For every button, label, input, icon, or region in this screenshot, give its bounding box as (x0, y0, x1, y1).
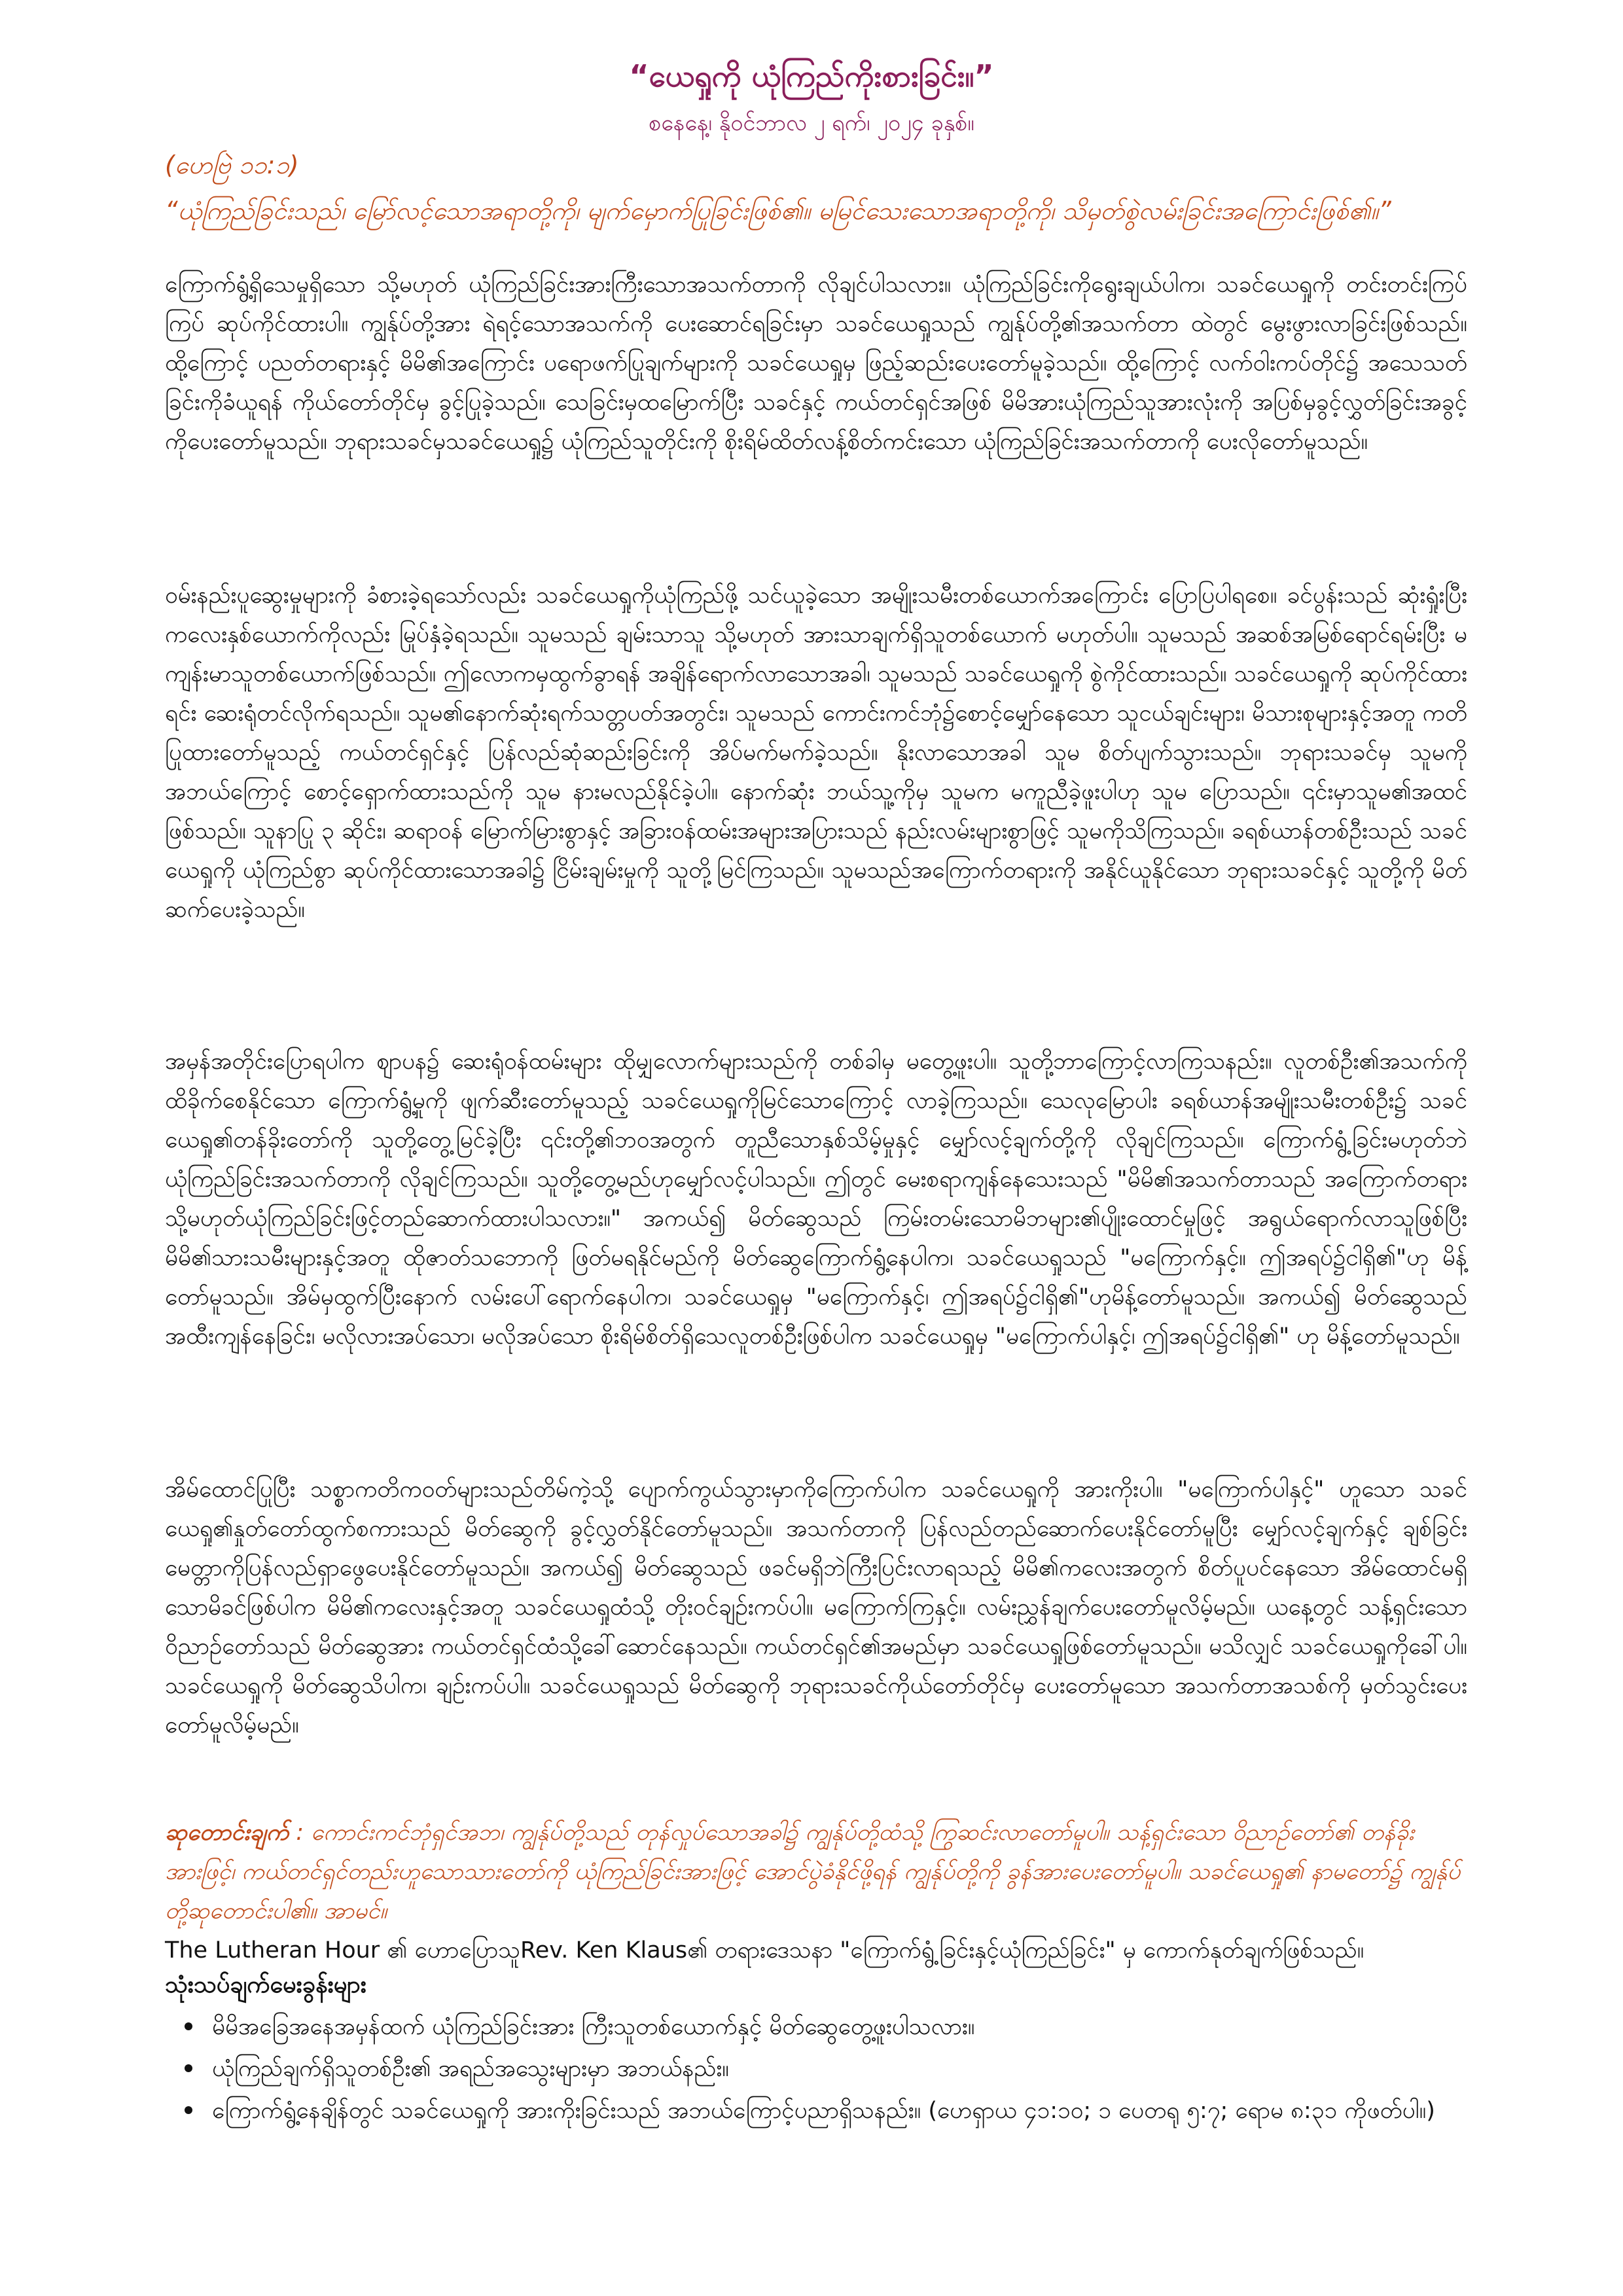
scripture-quote: “ယုံကြည်ခြင်းသည်၊ မြော်လင့်သောအရာတို့ကို၊ မျက်မှောက်ပြုခြင်းဖြစ်၏။ မမြင်သေးသောအရာတို့ကို၊ သိမှတ်စွဲလမ်းခြင်းအကြောင်းဖြစ်၏။” (165, 196, 1391, 225)
prayer-block (165, 1813, 1467, 1931)
questions-list (165, 2008, 1467, 2134)
prayer-label: ဆုတောင်းချက် (165, 1820, 289, 1846)
sermon-credit: The Lutheran Hour ၏ ဟောပြောသူRev. Ken Klaus၏ တရားဒေသနာ "ကြောက်ရွံ့ခြင်းနှင့်ယုံကြည်ခြင်း" မှ ကောက်နုတ်ချက်ဖြစ်သည်။ (165, 1937, 1364, 1964)
body-paragraph-3: အမှန်အတိုင်းပြောရပါက ဈာပန၌ ဆေးရုံဝန်ထမ်းများ ထိုမျှလောက်များသည်ကို တစ်ခါမှ မတွေ့ဖူးပါ။ သူတို့ဘာကြောင့်လာကြသနည်း။ လူတစ်ဦး၏အသက်ကိုထိခိုက်စေနိုင်သော ကြောက်ရွံ့မှုကို ဖျက်ဆီးတော်မူသည့် သခင်ယေရှုကိုမြင်သောကြောင့် လာခဲ့ကြသည်။ သေလုမြောပါး ခရစ်ယာန်အမျိုးသမီးတစ်ဦး၌ သခင်ယေရှု၏တန်ခိုးတော်ကို သူတို့တွေ့မြင်ခဲ့ပြီး ၎င်းတို့၏ဘဝအတွက် တူညီသောနှစ်သိမ့်မှုနှင့် မျှော်လင့်ချက်တို့ကို လိုချင်ကြသည်။ ကြောက်ရွံ့ခြင်းမဟုတ်ဘဲ ယုံကြည်ခြင်းအသက်တာကို လိုချင်ကြသည်။ သူတို့တွေ့မည်ဟုမျှော်လင့်ပါသည်။ ဤတွင် မေးစရာကျန်နေသေးသည် "မိမိ၏အသက်တာသည် အကြောက်တရား သို့မဟုတ်ယုံကြည်ခြင်းဖြင့်တည်ဆောက်ထားပါသလား။" အကယ်၍ မိတ်ဆွေသည် ကြမ်းတမ်းသောမိဘများ၏ပျိုးထောင်မှုဖြင့် အရွယ်ရောက်လာသူဖြစ်ပြီး မိမိ၏သားသမီးများနှင့်အတူ ထိုဇာတ်သဘောကို ဖြတ်မရနိုင်မည်ကို မိတ်ဆွေကြောက်ရွံ့နေပါက၊ သခင်ယေရှုသည် "မကြောက်နှင့်။ ဤအရပ်၌ငါရှိ၏"ဟု မိန့်တော်မူသည်။ အိမ်မှထွက်ပြီးနောက် လမ်းပေါ်ရောက်နေပါက၊ သခင်ယေရှုမှ "မကြောက်နှင့်၊ ဤအရပ်၌ငါရှိ၏"ဟုမိန့်တော်မူသည်။ အကယ်၍ မိတ်ဆွေသည်အထီးကျန်နေခြင်း၊ မလိုလားအပ်သော၊ မလိုအပ်သော စိုးရိမ်စိတ်ရှိသေလူတစ်ဦးဖြစ်ပါက သခင်ယေရှုမှ "မကြောက်ပါနှင့်၊ ဤအရပ်၌ငါရှိ၏" ဟု မိန့်တော်မူသည်။ (165, 1049, 1467, 1350)
bullet-icon (185, 2022, 192, 2030)
body-paragraph-2: ဝမ်းနည်းပူဆွေးမှုများကို ခံစားခဲ့ရသော်လည်း သခင်ယေရှုကိုယုံကြည်ဖို့ သင်ယူခဲ့သော အမျိုးသမီးတစ်ယောက်အကြောင်း ပြောပြပါရစေ။ ခင်ပွန်းသည် ဆုံးရှုံးပြီး ကလေးနှစ်ယောက်ကိုလည်း မြုပ်နှံခဲ့ရသည်။ သူမသည် ချမ်းသာသူ သို့မဟုတ် အားသာချက်ရှိသူတစ်ယောက် မဟုတ်ပါ။ သူမသည် အဆစ်အမြစ်ရောင်ရမ်းပြီး မကျန်းမာသူတစ်ယောက်ဖြစ်သည်။ ဤလောကမှထွက်ခွာရန် အချိန်ရောက်လာသောအခါ၊ သူမသည် သခင်ယေရှုကို စွဲကိုင်ထားသည်။ သခင်ယေရှုကို ဆုပ်ကိုင်ထားရင်း ဆေးရုံတင်လိုက်ရသည်။ သူမ၏နောက်ဆုံးရက်သတ္တပတ်အတွင်း၊ သူမသည် ကောင်းကင်ဘုံ၌စောင့်မျှော်နေသော သူငယ်ချင်းများ၊ မိသားစုများနှင့်အတူ ကတိပြုထားတော်မူသည့် ကယ်တင်ရှင်နှင့် ပြန်လည်ဆုံဆည်းခြင်းကို အိပ်မက်မက်ခဲ့သည်။ နိုးလာသောအခါ သူမ စိတ်ပျက်သွားသည်။ ဘုရားသခင်မှ သူမကို အဘယ်ကြောင့် စောင့်ရှောက်ထားသည်ကို သူမ နားမလည်နိုင်ခဲ့ပါ။ နောက်ဆုံး ဘယ်သူ့ကိုမှ သူမက မကူညီခဲ့ဖူးပါဟု သူမ ပြောသည်။ ၎င်းမှာသူမ၏အထင်ဖြစ်သည်။ သူနာပြု ၃ ဆိုင်း၊ ဆရာဝန် မြောက်မြားစွာနှင့် အခြားဝန်ထမ်းအများအပြားသည် နည်းလမ်းများစွာဖြင့် သူမကိုသိကြသည်။ ခရစ်ယာန်တစ်ဦးသည် သခင်ယေရှုကို ယုံကြည်စွာ ဆုပ်ကိုင်ထားသောအခါ၌ ငြိမ်းချမ်းမှုကို သူတို့မြင်ကြသည်။ သူမသည်အကြောက်တရားကို အနိုင်ယူနိုင်သော ဘုရားသခင်နှင့် သူတို့ကို မိတ်ဆက်ပေးခဲ့သည်။ (165, 583, 1467, 923)
question-item (165, 2008, 1467, 2046)
prayer-text: : ကောင်းကင်ဘုံရှင်အဘ၊ ကျွန်ုပ်တို့သည် တုန်လှုပ်သောအခါ၌ ကျွန်ုပ်တို့ထံသို့ ကြွဆင်းလာတော်မူပါ။ သန့်ရှင်းသော ဝိညာဉ်တော်၏ တန်ခိုးအားဖြင့်၊ ကယ်တင်ရှင်တည်းဟူသောသားတော်ကို ယုံကြည်ခြင်းအားဖြင့် အောင်ပွဲခံနိုင်ဖို့ရန် ကျွန်ုပ်တို့ကို ခွန်အားပေးတော်မူပါ။ သခင်ယေရှု၏ နာမတော်၌ ကျွန်ုပ်တို့ဆုတောင်းပါ၏။ အာမင်။ (165, 1820, 1461, 1924)
question-item (165, 2050, 1467, 2088)
question-item (165, 2092, 1467, 2130)
body-paragraph-4: အိမ်ထောင်ပြုပြီး သစ္စာကတိကဝတ်များသည်တိမ်ကဲ့သို့ ပျောက်ကွယ်သွားမှာကိုကြောက်ပါက သခင်ယေရှုကို အားကိုးပါ။ "မကြောက်ပါနှင့်" ဟူသော သခင်ယေရှု၏နှုတ်တော်ထွက်စကားသည် မိတ်ဆွေကို ခွင့်လွှတ်နိုင်တော်မူသည်။ အသက်တာကို ပြန်လည်တည်ဆောက်ပေးနိုင်တော်မူပြီး မျှော်လင့်ချက်နှင့် ချစ်ခြင်းမေတ္တာကိုပြန်လည်ရှာဖွေပေးနိုင်တော်မူသည်။ အကယ်၍ မိတ်ဆွေသည် ဖခင်မရှိဘဲကြီးပြင်းလာရသည့် မိမိ၏ကလေးအတွက် စိတ်ပူပင်နေသော အိမ်ထောင်မရှိသောမိခင်ဖြစ်ပါက မိမိ၏ကလေးနှင့်အတူ သခင်ယေရှုထံသို့ တိုးဝင်ချဉ်းကပ်ပါ။ မကြောက်ကြနှင့်။ လမ်းညွှန်ချက်ပေးတော်မူလိမ့်မည်။ ယနေ့တွင် သန့်ရှင်းသောဝိညာဉ်တော်သည် မိတ်ဆွေအား ကယ်တင်ရှင်ထံသို့ခေါ်ဆောင်နေသည်။ ကယ်တင်ရှင်၏အမည်မှာ သခင်ယေရှုဖြစ်တော်မူသည်။ မသိလျှင် သခင်ယေရှုကိုခေါ်ပါ။ သခင်ယေရှုကို မိတ်ဆွေသိပါက၊ ချဉ်းကပ်ပါ။ သခင်ယေရှုသည် မိတ်ဆွေကို ဘုရားသခင်ကိုယ်တော်တိုင်မှ ပေးတော်မူသော အသက်တာအသစ်ကို မှတ်သွင်းပေးတော်မူလိမ့်မည်။ (165, 1477, 1467, 1738)
page-title: “ယေရှုကို ယုံကြည်ကိုးစားခြင်း။” (629, 58, 994, 94)
question-text: ကြောက်ရွံ့နေချိန်တွင် သခင်ယေရှုကို အားကိုးခြင်းသည် အဘယ်ကြောင့်ပညာရှိသနည်း။ (ဟေရှာယ ၄၁:၁၀; ၁ ပေတရု ၅:၇; ရောမ ၈:၃၁ ကိုဖတ်ပါ။) (212, 2098, 1435, 2124)
scripture-reference: (ဟေဗြဲ ၁၁:၁) (165, 151, 299, 179)
bullet-icon (185, 2106, 192, 2114)
body-paragraph-1: ကြောက်ရွံ့ရှိသေမှုရှိသော သို့မဟုတ် ယုံကြည်ခြင်းအားကြီးသောအသက်တာကို လိုချင်ပါသလား။ ယုံကြည်ခြင်းကိုရွေးချယ်ပါက၊ သခင်ယေရှုကို တင်းတင်းကြပ်ကြပ် ဆုပ်ကိုင်ထားပါ။ ကျွန်ုပ်တို့အား ရဲရင့်သောအသက်ကို ပေးဆောင်ရခြင်းမှာ သခင်ယေရှုသည် ကျွန်ုပ်တို့၏အသက်တာ ထဲတွင် မွေးဖွားလာခြင်းဖြစ်သည်။ ထို့ကြောင့် ပညတ်တရားနှင့် မိမိ၏အကြောင်း ပရောဖက်ပြုချက်များကို သခင်ယေရှုမှ ဖြည့်ဆည်းပေးတော်မူခဲ့သည်။ ထို့ကြောင့် လက်ဝါးကပ်တိုင်၌ အသေသတ်ခြင်းကိုခံယူရန် ကိုယ်တော်တိုင်မှ ခွင့်ပြုခဲ့သည်။ သေခြင်းမှထမြောက်ပြီး သခင်နှင့် ကယ်တင်ရှင်အဖြစ် မိမိအားယုံကြည်သူအားလုံးကို အပြစ်မှခွင့်လွှတ်ခြင်းအခွင့်ကိုပေးတော်မူသည်။ ဘုရားသခင်မှသခင်ယေရှု၌ ယုံကြည်သူတိုင်းကို စိုးရိမ်ထိတ်လန့်စိတ်ကင်းသော ယုံကြည်ခြင်းအသက်တာကို ပေးလိုတော်မူသည်။ (165, 272, 1467, 455)
page-date: စနေနေ့၊ နိုဝင်ဘာလ ၂ ရက်၊ ၂၀၂၄ ခုနှစ်။ (649, 110, 974, 136)
question-text: ယုံကြည်ချက်ရှိသူတစ်ဦး၏ အရည်အသွေးများမှာ အဘယ်နည်း။ (212, 2056, 729, 2082)
question-text: မိမိအခြေအနေအမှန်ထက် ယုံကြည်ခြင်းအား ကြီးသူတစ်ယောက်နှင့် မိတ်ဆွေတွေ့ဖူးပါသလား။ (212, 2014, 975, 2040)
questions-heading: သုံးသပ်ချက်မေးခွန်းများ (165, 1971, 366, 1998)
bullet-icon (185, 2064, 192, 2072)
